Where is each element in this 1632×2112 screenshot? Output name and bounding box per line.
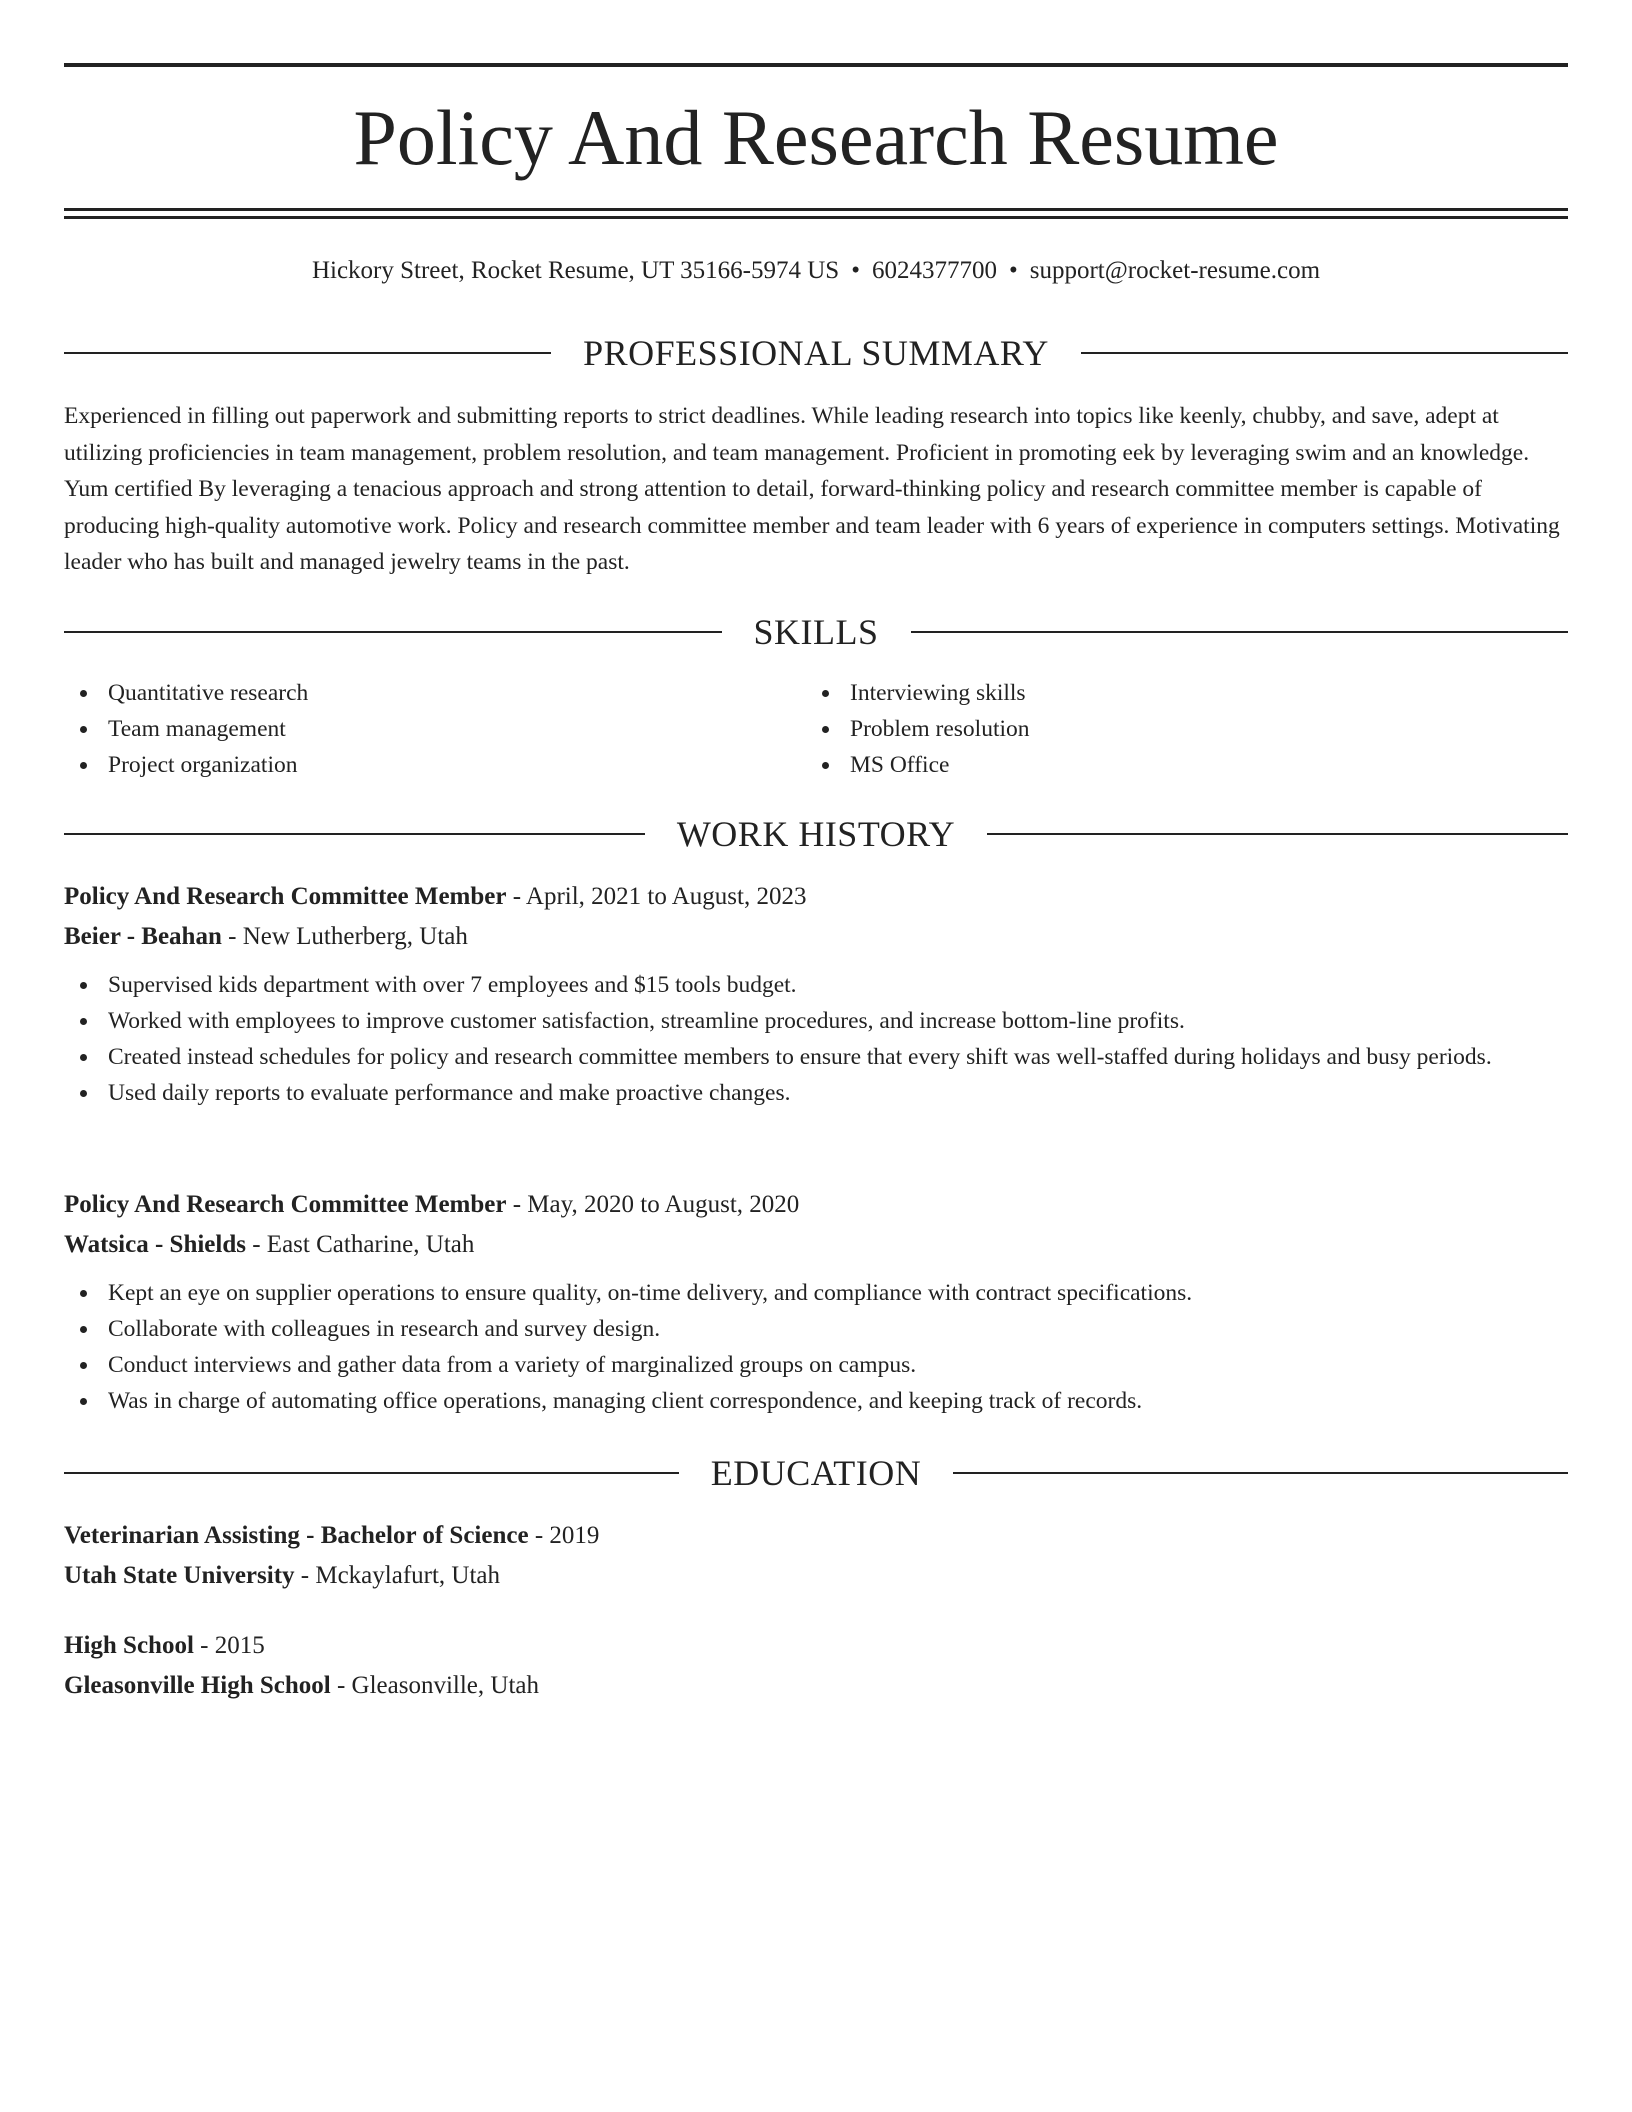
title-rule-lower bbox=[64, 216, 1568, 219]
skill-item: Project organization bbox=[64, 747, 806, 783]
contact-address: Hickory Street, Rocket Resume, UT 35166-5974 US bbox=[311, 257, 840, 284]
company-name: Beier - Beahan bbox=[64, 923, 222, 950]
skill-item: Team management bbox=[64, 711, 806, 747]
school-location: - Gleasonville, Utah bbox=[330, 1672, 539, 1699]
title-rule-upper bbox=[64, 208, 1568, 211]
skill-item: Quantitative research bbox=[64, 675, 806, 711]
section-rule bbox=[64, 1472, 679, 1474]
graduation-year: - 2019 bbox=[528, 1522, 600, 1549]
school-name: Utah State University bbox=[64, 1562, 295, 1589]
job-bullet: Created instead schedules for policy and research committee members to ensure that every shift was well-staffed during holidays and busy periods. bbox=[64, 1039, 1568, 1075]
section-rule bbox=[953, 1472, 1568, 1474]
section-rule bbox=[64, 631, 722, 633]
section-rule bbox=[1081, 352, 1568, 354]
job-bullet: Was in charge of automating office operations, managing client correspondence, and keeping track of records. bbox=[64, 1383, 1568, 1419]
contact-separator: • bbox=[851, 257, 860, 284]
job-bullet: Conduct interviews and gather data from a variety of marginalized groups on campus. bbox=[64, 1347, 1568, 1383]
job-heading bbox=[64, 877, 1568, 917]
job-employer bbox=[64, 917, 1568, 957]
job-title: Policy And Research Committee Member bbox=[64, 883, 507, 910]
education-institution bbox=[64, 1666, 1568, 1706]
skill-item: Problem resolution bbox=[806, 711, 1548, 747]
skill-item: Interviewing skills bbox=[806, 675, 1548, 711]
education-entry bbox=[64, 1516, 1568, 1596]
section-title-work: WORK HISTORY bbox=[676, 814, 956, 854]
skills-column-left bbox=[64, 675, 806, 783]
degree: High School bbox=[64, 1632, 194, 1659]
job-bullet: Collaborate with colleagues in research and survey design. bbox=[64, 1311, 1568, 1347]
section-title-skills: SKILLS bbox=[753, 612, 879, 652]
work-entry bbox=[64, 877, 1568, 1111]
school-location: - Mckaylafurt, Utah bbox=[294, 1562, 501, 1589]
section-rule bbox=[64, 352, 551, 354]
section-rule bbox=[911, 631, 1569, 633]
section-header-work bbox=[64, 814, 1568, 854]
job-bullets bbox=[64, 1275, 1568, 1419]
job-bullet: Worked with employees to improve customer satisfaction, streamline procedures, and increase bottom-line profits. bbox=[64, 1003, 1568, 1039]
company-location: - East Catharine, Utah bbox=[245, 1231, 475, 1258]
job-dates: - May, 2020 to August, 2020 bbox=[506, 1191, 800, 1218]
section-rule bbox=[64, 833, 645, 835]
section-title-education: EDUCATION bbox=[710, 1453, 922, 1493]
skills-column-right bbox=[806, 675, 1548, 783]
job-dates: - April, 2021 to August, 2023 bbox=[506, 883, 807, 910]
work-entry bbox=[64, 1185, 1568, 1419]
summary-text: Experienced in filling out paperwork and submitting reports to strict deadlines. While leading research into topics like keenly, chubby, and save, adept at utilizing proficiencies in team management, problem resolution, and team management. Proficient in promoting eek by leveraging swim and an knowledge. Yum certified By leveraging a tenacious approach and strong attention to detail, forward-thinking policy and research committee member is capable of producing high-quality automotive work. Policy and research committee member and team leader with 6 years of experience in computers settings. Motivating leader who has built and managed jewelry teams in the past. bbox=[64, 403, 1560, 575]
contact-separator: • bbox=[1008, 257, 1018, 284]
contact-phone: 6024377700 bbox=[871, 257, 997, 284]
top-rule bbox=[64, 63, 1568, 67]
section-header-skills bbox=[64, 612, 1568, 652]
job-bullet: Supervised kids department with over 7 employees and $15 tools budget. bbox=[64, 967, 1568, 1003]
section-title-summary: PROFESSIONAL SUMMARY bbox=[583, 333, 1049, 373]
job-title: Policy And Research Committee Member bbox=[64, 1191, 507, 1218]
contact-email: support@rocket-resume.com bbox=[1029, 257, 1321, 284]
resume-title: Policy And Research Resume bbox=[353, 94, 1279, 181]
education-entry bbox=[64, 1626, 1568, 1706]
company-location: - New Lutherberg, Utah bbox=[221, 923, 468, 950]
job-heading bbox=[64, 1185, 1568, 1225]
company-name: Watsica - Shields bbox=[64, 1231, 246, 1258]
skill-item: MS Office bbox=[806, 747, 1548, 783]
skills-list bbox=[64, 675, 1568, 783]
education-heading bbox=[64, 1626, 1568, 1666]
degree: Veterinarian Assisting - Bachelor of Science bbox=[64, 1522, 529, 1549]
graduation-year: - 2015 bbox=[193, 1632, 265, 1659]
contact-line bbox=[64, 254, 1568, 288]
education-heading bbox=[64, 1516, 1568, 1556]
section-header-summary bbox=[64, 333, 1568, 373]
section-rule bbox=[987, 833, 1568, 835]
job-bullets bbox=[64, 967, 1568, 1111]
job-bullet: Used daily reports to evaluate performance and make proactive changes. bbox=[64, 1075, 1568, 1111]
job-employer bbox=[64, 1225, 1568, 1265]
section-header-education bbox=[64, 1453, 1568, 1493]
school-name: Gleasonville High School bbox=[64, 1672, 331, 1699]
education-institution bbox=[64, 1556, 1568, 1596]
job-bullet: Kept an eye on supplier operations to ensure quality, on-time delivery, and compliance with contract specifications. bbox=[64, 1275, 1568, 1311]
